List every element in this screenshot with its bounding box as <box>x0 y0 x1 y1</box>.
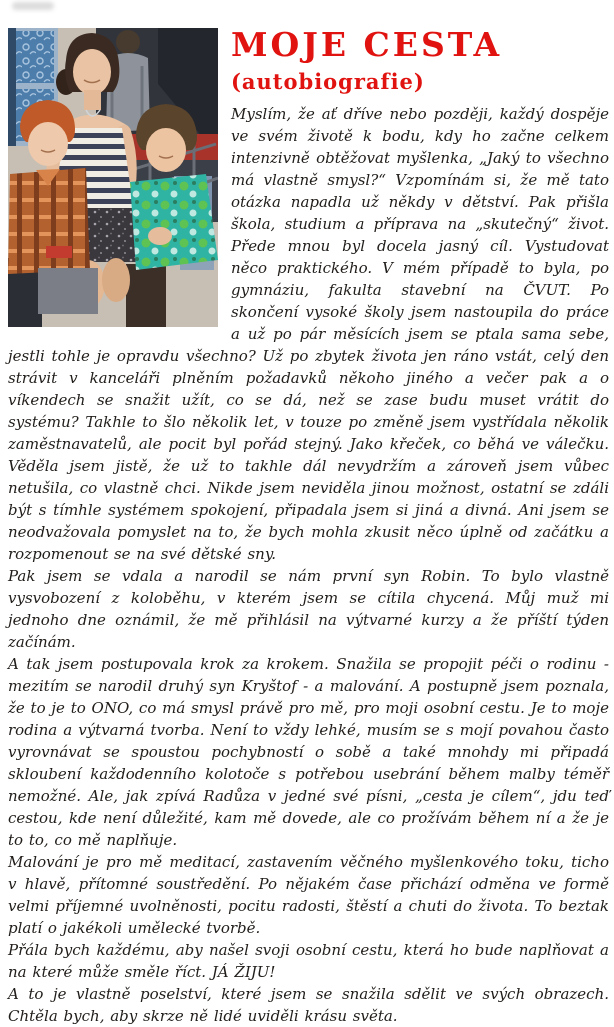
paragraph-2: Pak jsem se vdala a narodil se nám první syn Robin. To bylo vlastně vysvobození z koloběhu, v kterém jsem se cítila chycená. Můj muž mi jednoho dne oznámil, že mě přihlásil na výtvarné kurzy a že příští týden začínám. <box>8 566 609 651</box>
paragraph-5: Přála bych každému, aby našel svoji osobní cestu, která ho bude naplňovat a na které může směle říct. JÁ ŽIJU! <box>8 940 609 981</box>
paragraph-3: A tak jsem postupovala krok za krokem. Snažila se propojit péči o rodinu - mezitím se narodil druhý syn Kryštof - a malování. A postupně jsem poznala, že to je to ONO, co má smysl právě pro mě, pro moji osobní cestu. Je to moje rodina a výtvarná tvorba. Není to vždy lehké, musím se s mojí povahou často vyrovnávat se spoustou pochybností o sobě a také mnohdy mi připadá skloubení každodenního kolotoče s potřebou usebrání během malby téměř nemožné. Ale, jak zpívá Radůza v jedné své písni, „cesta je cílem“, jdu teď cestou, kde není důležité, kam mě dovede, ale co prožívám během ní a že je to to, co mě naplňuje. <box>8 654 609 849</box>
family-photo-illustration <box>8 28 218 327</box>
scan-artifact-smudge <box>12 2 54 10</box>
paragraph-4: Malování je pro mě meditací, zastavením věčného myšlenkového toku, ticho v hlavě, přítomné soustředění. Po nějakém čase přichází odměna ve formě velmi příjemné uvolněnosti, pocitu radosti, štěstí a chuti do života. To beztak platí o jakékoli umělecké tvorbě. <box>8 852 609 937</box>
page-title: MOJE CESTA <box>231 25 503 64</box>
paragraph-1: Myslím, že ať dříve nebo později, každý dospěje ve svém životě k bodu, kdy ho začne celkem intenzivně obtěžovat myšlenka, „Jaký to všechno má vlastně smysl?“ Vzpomínám si, že mě tato otázka napadla už někdy v dětství. Pak přišla škola, studium a příprava na „skutečný“ život. Přede mnou byl docela jasný cíl. Vystudovat něco praktického. V mém případě to byla, po gymnáziu, fakulta stavební na ČVUT. Po skončení vysoké školy jsem nastoupila do práce a už po pár měsících jsem se ptala sama sebe, jestli tohle je opravdu všechno? Už po zbytek života jen ráno vstát, celý den strávit v kanceláři plněním požadavků někoho jiného a večer pak a o víkendech se snažit užít, co se dá, než se zase budu muset vrátit do systému? Takhle to šlo několik let, v touze po změně jsem vystřídala několik zaměstnavatelů, ale pocit byl pořád stejný. Jako křeček, co běhá ve válečku. Věděla jsem jistě, že už to takhle dál nevydržím a zároveň jsem vůbec netušila, co vlastně chci. Nikde jsem neviděla jinou možnost, ostatní se zdáli být s tímhle systémem spokojení, připadala jsem si jiná a divná. Ani jsem se neodvažovala pomyslet na to, že bych mohla zkusit něco úplně od začátku a rozpomenout se na své dětské sny. <box>8 104 609 563</box>
page-subtitle: (autobiografie) <box>231 68 425 94</box>
paragraph-6: A to je vlastně poselství, které jsem se snažila sdělit ve svých obrazech. Chtěla bych, aby skrze ně lidé uviděli krásu světa. <box>8 984 609 1025</box>
article-content <box>8 26 609 1027</box>
family-photo <box>8 28 218 327</box>
